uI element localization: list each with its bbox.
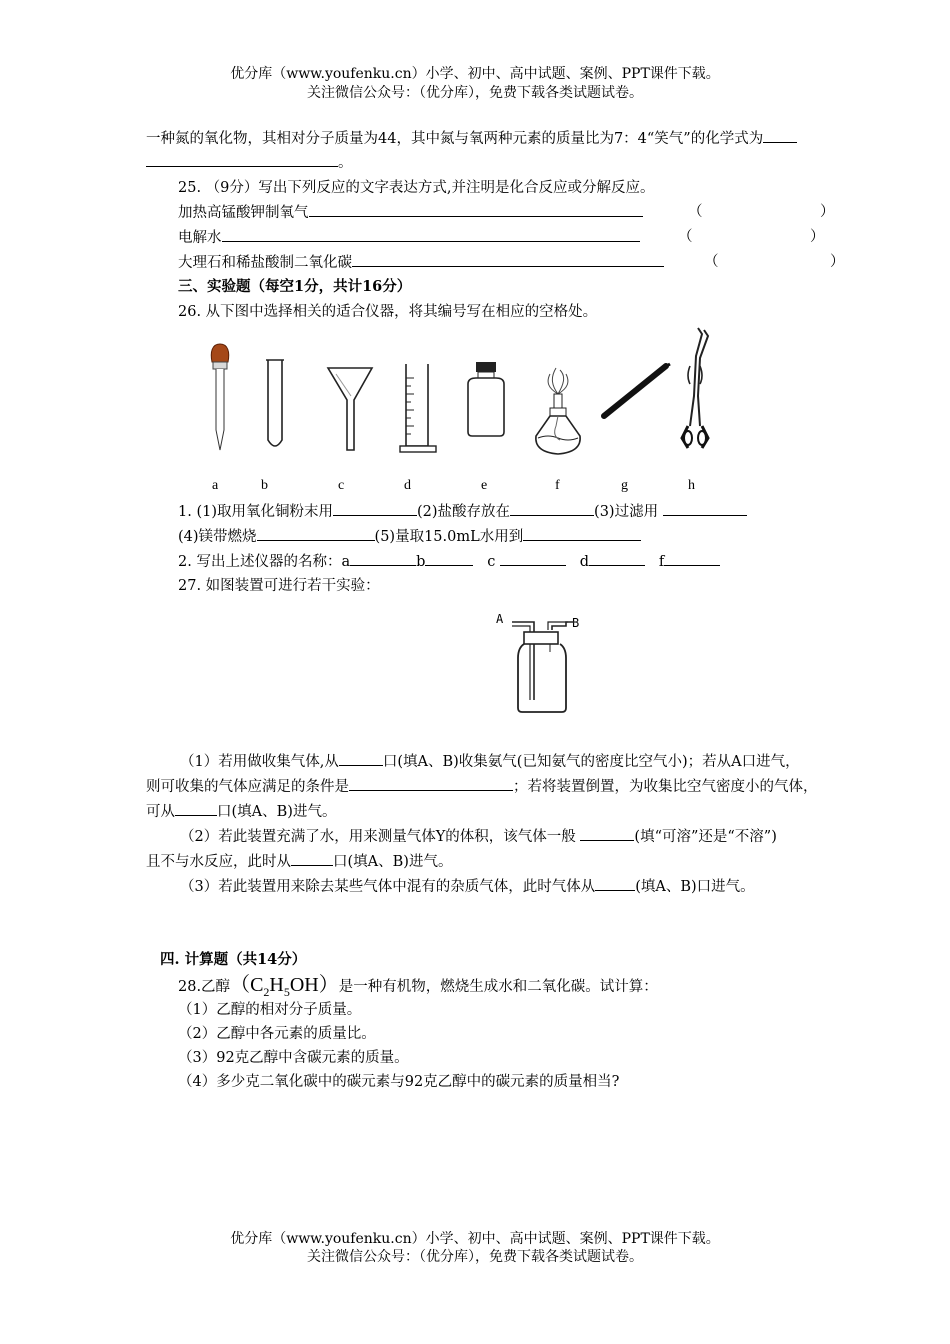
q25-row-1: 加热高锰酸钾制氧气	[178, 202, 643, 223]
gas-bottle-device-icon	[510, 618, 576, 718]
blank-q25-3[interactable]	[352, 252, 664, 267]
blank-q26-5[interactable]	[523, 526, 641, 541]
blank-laughing-gas-a[interactable]	[763, 128, 797, 143]
q26-row-2: (4)镁带燃烧 (5)量取15.0mL水用到	[178, 526, 641, 547]
funnel-icon	[326, 364, 374, 454]
q25-paren-3-open: （	[704, 254, 719, 270]
apparatus-label-c: c	[338, 478, 345, 493]
q27-p3-line-1: （3）若此装置用来除去某些气体中混有的杂质气体，此时气体从 (填A、B)口进气。	[180, 876, 755, 897]
blank-name-a[interactable]	[350, 551, 416, 566]
blank-name-d[interactable]	[589, 551, 645, 566]
blank-q26-3[interactable]	[663, 501, 747, 516]
q28-title: 28.乙醇$(C_2H_5OH)$是一种有机物，燃烧生成水和二氧化碳。试计算：	[178, 974, 658, 999]
graduated-cylinder-icon	[396, 360, 440, 456]
q24-line-1	[146, 128, 797, 149]
blank-q26-1[interactable]	[333, 501, 417, 516]
blank-name-f[interactable]	[664, 551, 720, 566]
q28-sub-4: （4）多少克二氧化碳中的碳元素与92克乙醇中的碳元素的质量相当?	[178, 1074, 620, 1090]
q24-text: 一种氮的氧化物，其相对分子质量为44，其中氮与氧两种元素的质量比为7：4“笑气”的化学式为	[146, 131, 764, 147]
blank-q27-4[interactable]	[580, 826, 634, 841]
apparatus-label-f: f	[555, 478, 560, 493]
crucible-tongs-icon	[676, 326, 712, 452]
blank-q27-6[interactable]	[595, 876, 635, 891]
magnesium-ribbon-tongs-icon	[600, 360, 674, 422]
q26-row-1: 1. (1)取用氧化铜粉末用 (2)盐酸存放在 (3)过滤用	[178, 501, 747, 522]
apparatus-label-e: e	[481, 478, 488, 493]
apparatus-label-a: a	[212, 478, 219, 493]
apparatus-label-g: g	[621, 478, 628, 493]
blank-q25-1[interactable]	[309, 202, 643, 217]
blank-name-b[interactable]	[425, 551, 473, 566]
q27-p2-line-1: （2）若此装置充满了水，用来测量气体Y的体积，该气体一般 (填“可溶”还是“不溶”)	[180, 826, 777, 847]
q25-title: 25. （9分）写出下列反应的文字表达方式,并注明是化合反应或分解反应。	[178, 180, 655, 196]
q25-paren-2-open: （	[678, 229, 693, 245]
q26-row-3: 2. 写出上述仪器的名称：a b c d f	[178, 551, 720, 572]
q25-paren-1-close: ）	[820, 204, 835, 220]
q27-p2-line-2: 且不与水反应，此时从 口(填A、B)进气。	[146, 851, 452, 872]
q27-p1-line-2: 则可收集的气体应满足的条件是 ；若将装置倒置，为收集比空气密度小的气体，	[146, 776, 818, 797]
header-line-1: 优分库（www.youfenku.cn）小学、初中、高中试题、案例、PPT课件下载。	[230, 66, 720, 82]
q26-title: 26. 从下图中选择相关的适合仪器，将其编号写在相应的空格处。	[178, 304, 598, 320]
q28-sub-3: （3）92克乙醇中含碳元素的质量。	[178, 1050, 409, 1066]
blank-laughing-gas-b[interactable]	[146, 152, 338, 167]
apparatus-label-d: d	[404, 478, 411, 493]
footer-line-1: 优分库（www.youfenku.cn）小学、初中、高中试题、案例、PPT课件下载。	[230, 1231, 720, 1247]
footer-line-2: 关注微信公众号：（优分库），免费下载各类试题试卷。	[307, 1249, 643, 1265]
blank-q26-4[interactable]	[257, 526, 375, 541]
q28-sub-1: （1）乙醇的相对分子质量。	[178, 1002, 362, 1018]
q27-p1-line-3: 可从 口(填A、B)进气。	[146, 801, 336, 822]
dropper-icon	[200, 340, 240, 456]
blank-q27-5[interactable]	[291, 851, 333, 866]
blank-q27-3[interactable]	[175, 801, 217, 816]
alcohol-lamp-icon	[530, 366, 586, 458]
device-label-a: A	[496, 612, 504, 626]
test-tube-icon	[262, 356, 288, 454]
section-3-title: 三、实验题（每空1分，共计16分）	[178, 278, 412, 295]
q25-paren-1-open: （	[688, 204, 703, 220]
blank-q27-2[interactable]	[349, 776, 513, 791]
blank-name-c[interactable]	[500, 551, 566, 566]
blank-q27-1[interactable]	[339, 751, 383, 766]
ethanol-formula: $(C_2H_5OH)$	[230, 974, 339, 999]
q24-line-2: 。	[146, 152, 353, 173]
reagent-bottle-icon	[464, 358, 508, 438]
q25-paren-2-close: ）	[810, 229, 825, 245]
q27-title: 27. 如图装置可进行若干实验：	[178, 578, 380, 594]
apparatus-label-b: b	[261, 478, 268, 493]
q25-row-2: 电解水	[178, 227, 640, 248]
q28-sub-2: （2）乙醇中各元素的质量比。	[178, 1026, 376, 1042]
blank-q26-2[interactable]	[510, 501, 594, 516]
section-4-title: 四. 计算题（共14分）	[160, 951, 307, 968]
q25-row-3: 大理石和稀盐酸制二氧化碳	[178, 252, 664, 273]
device-label-b: B	[572, 616, 580, 630]
q27-p1-line-1: （1）若用做收集气体,从 口(填A、B)收集氨气(已知氨气的密度比空气小)；若从A口进气，	[180, 751, 800, 772]
header-line-2: 关注微信公众号：（优分库），免费下载各类试题试卷。	[307, 85, 643, 101]
q25-paren-3-close: ）	[830, 254, 845, 270]
blank-q25-2[interactable]	[222, 227, 640, 242]
apparatus-label-h: h	[688, 478, 695, 493]
